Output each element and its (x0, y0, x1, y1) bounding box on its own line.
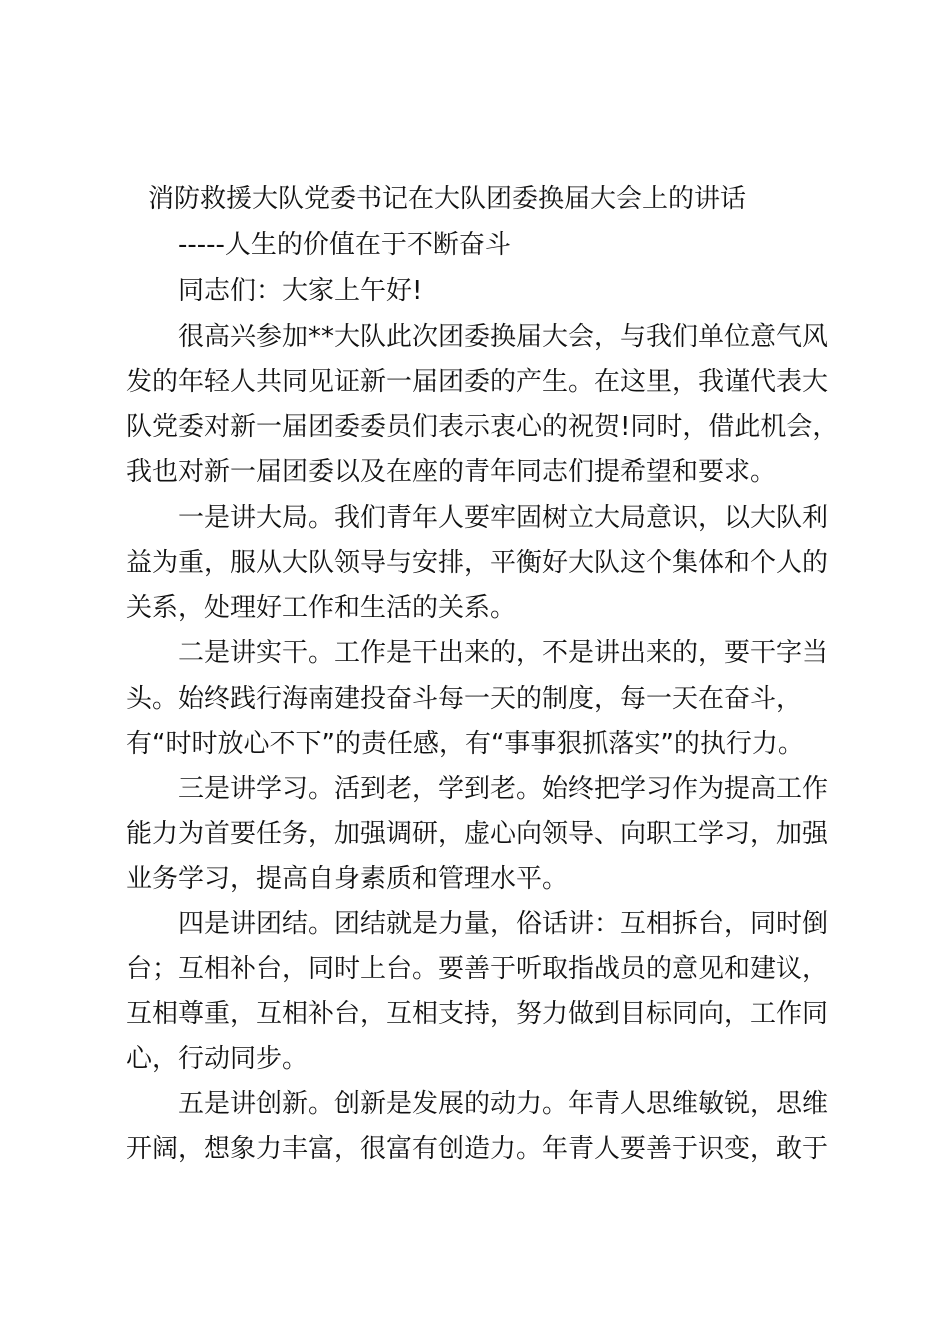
paragraph-line: 关系，处理好工作和生活的关系。 (126, 593, 517, 623)
paragraph-line: 五是讲创新。创新是发展的动力。年青人思维敏锐，思维 (178, 1089, 829, 1119)
paragraph-line: 头。始终践行海南建投奋斗每一天的制度，每一天在奋斗， (126, 684, 803, 714)
document-subtitle: -----人生的价值在于不断奋斗 (178, 230, 511, 260)
paragraph-line: 台；互相补台，同时上台。要善于听取指战员的意见和建议， (126, 954, 829, 984)
paragraph-line: 很高兴参加**大队此次团委换届大会，与我们单位意气风 (178, 322, 829, 352)
document-title: 消防救援大队党委书记在大队团委换届大会上的讲话 (148, 184, 747, 214)
paragraph-line: 队党委对新一届团委委员们表示衷心的祝贺!同时，借此机会， (126, 412, 839, 442)
paragraph-line: 业务学习，提高自身素质和管理水平。 (126, 864, 569, 894)
paragraph-line: 心，行动同步。 (126, 1044, 309, 1074)
paragraph-line: 三是讲学习。活到老，学到老。始终把学习作为提高工作 (178, 774, 829, 804)
paragraph-line: 有“时时放心不下”的责任感，有“事事狠抓落实”的执行力。 (126, 729, 804, 759)
paragraph-line: 我也对新一届团委以及在座的青年同志们提希望和要求。 (126, 457, 777, 487)
paragraph-line: 益为重，服从大队领导与安排，平衡好大队这个集体和个人的 (126, 548, 829, 578)
paragraph-line: 开阔，想象力丰富，很富有创造力。年青人要善于识变，敢于 (126, 1134, 829, 1164)
paragraph-line: 二是讲实干。工作是干出来的，不是讲出来的，要干字当 (178, 638, 829, 668)
greeting-line: 同志们：大家上午好! (178, 276, 423, 306)
paragraph-line: 四是讲团结。团结就是力量，俗话讲：互相拆台，同时倒 (178, 909, 829, 939)
paragraph-line: 能力为首要任务，加强调研，虚心向领导、向职工学习，加强 (126, 819, 829, 849)
paragraph-line: 一是讲大局。我们青年人要牢固树立大局意识，以大队利 (178, 503, 829, 533)
paragraph-line: 互相尊重，互相补台，互相支持，努力做到目标同向，工作同 (126, 999, 829, 1029)
paragraph-line: 发的年轻人共同见证新一届团委的产生。在这里，我谨代表大 (126, 367, 829, 397)
